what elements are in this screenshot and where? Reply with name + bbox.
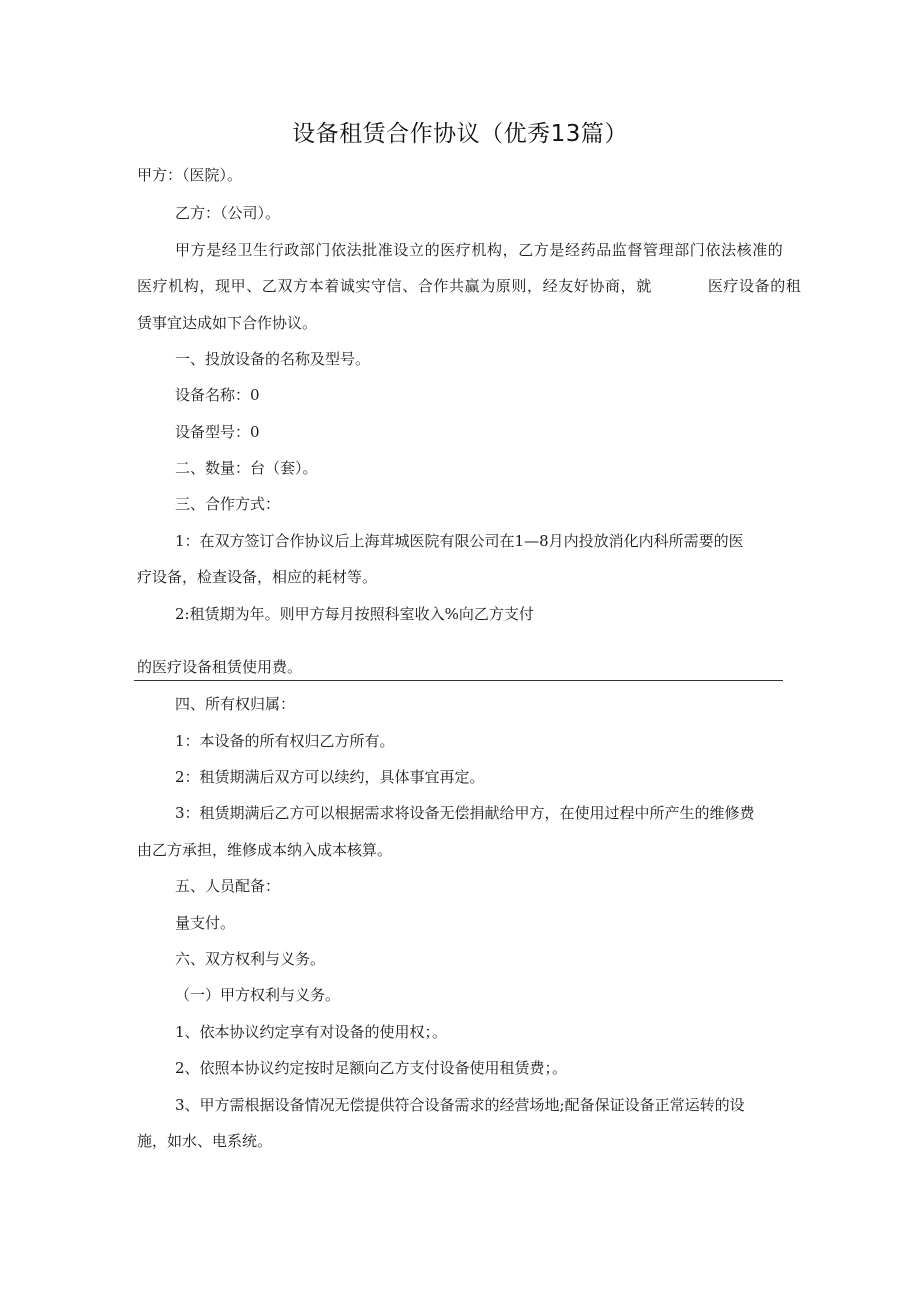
intro-line-2-right: 医疗设备的租	[707, 277, 802, 295]
section-6-item-3-line-2: 施，如水、电系统。	[137, 1132, 273, 1150]
section-6-subheading-party-a: （一）甲方权利与义务。	[175, 986, 341, 1004]
intro-paragraph-line-3: 赁事宜达成如下合作协议。	[137, 314, 318, 332]
section-4-item-2: 2：租赁期满后双方可以续约，具体事宜再定。	[175, 768, 485, 786]
section-4-item-3-line-1: 3：租赁期满后乙方可以根据需求将设备无偿捐献给甲方，在使用过程中所产生的维修费	[175, 804, 755, 822]
device-model-line: 设备型号：0	[175, 423, 260, 441]
horizontal-rule	[134, 680, 783, 681]
section-4-item-3-line-2: 由乙方承担，维修成本纳入成本核算。	[137, 841, 393, 859]
section-5-heading: 五、人员配备：	[175, 877, 281, 895]
section-4-item-1: 1：本设备的所有权归乙方所有。	[175, 732, 395, 750]
section-3-item-1-line-1: 1：在双方签订合作协议后上海茸城医院有限公司在1—8月内投放消化内科所需要的医	[175, 532, 744, 550]
party-b-line: 乙方：（公司）。	[175, 204, 281, 222]
section-2-quantity: 二、数量：台（套）。	[175, 459, 318, 477]
section-3-item-2-continuation: 的医疗设备租赁使用费。	[137, 658, 303, 676]
section-3-item-1-line-2: 疗设备，检查设备，相应的耗材等。	[137, 568, 378, 586]
section-6-item-3-line-1: 3、甲方需根据设备情况无偿提供符合设备需求的经营场地;配备保证设备正常运转的设	[175, 1096, 745, 1114]
intro-paragraph-line-2	[137, 276, 801, 296]
section-5-text: 量支付。	[175, 914, 236, 932]
page-title: 设备租赁合作协议（优秀13篇）	[292, 121, 628, 147]
intro-line-2-left: 医疗机构，现甲、乙双方本着诚实守信、合作共赢为原则，经友好协商，就	[137, 277, 652, 295]
section-6-heading: 六、双方权利与义务。	[175, 950, 326, 968]
party-a-line: 甲方：（医院）。	[137, 166, 243, 184]
section-6-item-1: 1、依本协议约定享有对设备的使用权；。	[175, 1023, 448, 1041]
intro-paragraph-line-1: 甲方是经卫生行政部门依法批准设立的医疗机构，乙方是经药品监督管理部门依法核准的	[175, 241, 784, 259]
section-6-item-2: 2、依照本协议约定按时足额向乙方支付设备使用租赁费；。	[175, 1059, 568, 1077]
section-4-heading: 四、所有权归属：	[175, 695, 296, 713]
section-3-item-2: 2:租赁期为年。则甲方每月按照科室收入%向乙方支付	[175, 605, 534, 623]
device-name-line: 设备名称：0	[175, 386, 260, 404]
section-3-heading: 三、合作方式：	[175, 495, 281, 513]
section-1-heading: 一、投放设备的名称及型号。	[175, 350, 371, 368]
